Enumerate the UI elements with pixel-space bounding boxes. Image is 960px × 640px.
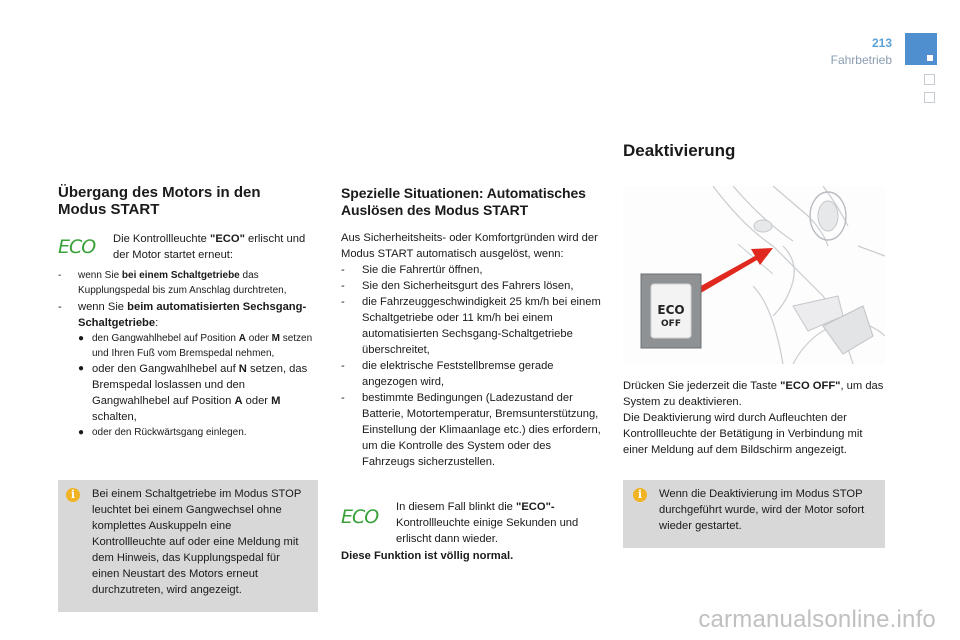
intro-text: Aus Sicherheitsheits- oder Komfortgründen wird der Modus START automatisch ausgelöst, wenn:	[341, 232, 598, 260]
info-box-manual-gearbox	[58, 480, 318, 612]
start-conditions-list	[58, 268, 320, 440]
list-item: - bestimmte Bedingungen (Ladezustand der Batterie, Motortemperatur, Bremsunterstützung, Einstellung der Klimaanlage etc.) dies erfordern, um die Kontrolle des System oder des Fahrzeugs sicherzustellen.	[341, 392, 601, 468]
normal-function-note: Diese Funktion ist völlig normal.	[341, 550, 514, 562]
list-item: - wenn Sie bei einem Schaltgetriebe das Kupplungspedal bis zum Anschlag durchtreten,	[58, 270, 287, 296]
heading-start-mode: Übergang des Motors in den Modus START	[58, 184, 261, 218]
info-text: Wenn die Deaktivierung im Modus STOP durchgeführt wurde, wird der Motor sofort wieder gestartet.	[659, 488, 865, 532]
info-box-deactivation	[623, 480, 885, 548]
svg-text:ECO: ECO	[341, 506, 379, 528]
eco-blink-note: In diesem Fall blinkt die "ECO"- Kontrollleuchte einige Sekunden und erlischt dann wieder.	[396, 501, 579, 545]
dashboard-illustration	[623, 186, 885, 364]
list-item: ● den Gangwahlhebel auf Position A oder M setzen und Ihren Fuß vom Bremspedal nehmen,	[78, 333, 313, 359]
list-item: ● oder den Gangwahlhebel auf N setzen, das Bremspedal loslassen und den Gangwahlhebel auf Position A oder M schalten,	[78, 363, 308, 423]
page-number: 213	[871, 36, 892, 50]
heading-deactivation: Deaktivierung	[623, 141, 736, 160]
eco-indicator-icon	[58, 236, 104, 258]
eco-intro-text: Die Kontrollleuchte "ECO" erlischt und der Motor startet erneut:	[113, 233, 306, 261]
list-item: - Sie die Fahrertür öffnen,	[341, 264, 483, 276]
eco-off-button-off[interactable]: OFF	[661, 319, 681, 329]
list-item: - die Fahrzeuggeschwindigkeit 25 km/h bei einem Schaltgetriebe oder 11 km/h bei einem automatisierten Sechsgang-Schaltgetriebe überschreitet,	[341, 296, 601, 356]
info-text: Bei einem Schaltgetriebe im Modus STOP leuchtet bei einem Gangwechsel ohne komplettes Auskuppeln eine Kontrollleuchte auf oder eine Meldung mit dem Hinweis, das Kupplungspedal für einen Neustart des Motors erneut durchzutreten, wird angezeigt.	[92, 488, 302, 596]
list-item: - die elektrische Feststellbremse gerade angezogen wird,	[341, 360, 554, 388]
section-title: Fahrbetrieb	[830, 53, 892, 67]
list-item: - wenn Sie beim automatisierten Sechsgang-Schaltgetriebe:	[58, 301, 307, 329]
dashboard-drawing	[623, 186, 885, 364]
chapter-tab[interactable]	[924, 74, 935, 85]
chapter-tab-active[interactable]	[905, 33, 937, 65]
watermark: carmanualsonline.info	[698, 606, 936, 633]
chapter-tab[interactable]	[924, 92, 935, 103]
eco-indicator-icon	[341, 506, 387, 528]
list-item: ● oder den Rückwärtsgang einlegen.	[78, 427, 247, 438]
info-icon: i	[633, 488, 647, 502]
deactivation-text: Drücken Sie jederzeit die Taste "ECO OFF", um das System zu deaktivieren. Die Deaktivierung wird durch Aufleuchten der Kontrollleuchte der Betätigung in Verbindung mit einer Meldung auf dem Bildschirm angezeigt.	[623, 380, 884, 456]
heading-special-situations: Spezielle Situationen: Automatisches Auslösen des Modus START	[341, 185, 586, 218]
eco-off-button-eco[interactable]: ECO	[657, 303, 685, 317]
svg-text:ECO: ECO	[58, 236, 96, 258]
special-situations-text	[341, 230, 603, 470]
info-icon: i	[66, 488, 80, 502]
list-item: - Sie den Sicherheitsgurt des Fahrers lösen,	[341, 280, 574, 292]
